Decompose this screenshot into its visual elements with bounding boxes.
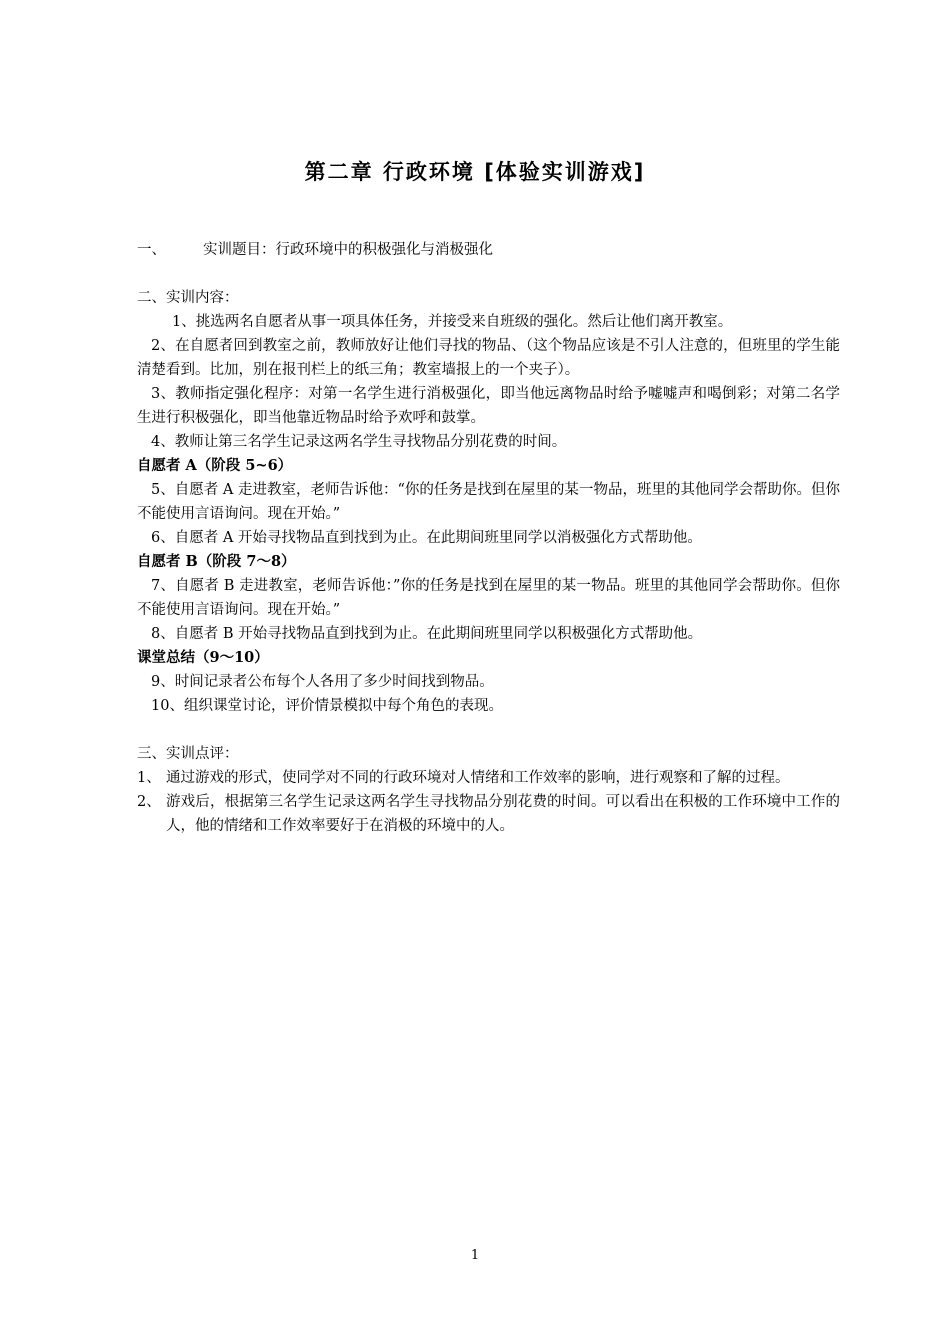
content-item-7: 7、自愿者 B 走进教室，老师告诉他：”你的任务是找到在屋里的某一物品。班里的其他同学会帮助你。但你不能使用言语询问。现在开始。” — [137, 578, 840, 618]
volunteer-a-heading: 自愿者 A（阶段 5~6） — [137, 457, 293, 474]
content-item-6: 6、自愿者 A 开始寻找物品直到找到为止。在此期间班里同学以消极强化方式帮助他。 — [151, 530, 702, 546]
content-item-4: 4、教师让第三名学生记录这两名学生寻找物品分别花费的时间。 — [151, 434, 567, 450]
page-number: 1 — [470, 1248, 480, 1263]
review-point-number: 2、 — [137, 794, 161, 810]
content-item-9: 9、时间记录者公布每个人各用了多少时间找到物品。 — [151, 674, 494, 690]
content-item-1: 1、挑选两名自愿者从事一项具体任务，并接受来自班级的强化。然后让他们离开教室。 — [172, 314, 733, 330]
volunteer-b-heading: 自愿者 B（阶段 7～8） — [137, 553, 296, 570]
summary-heading: 课堂总结（9～10） — [137, 649, 269, 666]
review-point-1 — [137, 766, 840, 790]
review-point-text: 通过游戏的形式，使同学对不同的行政环境对人情绪和工作效率的影响，进行观察和了解的过程。 — [166, 770, 790, 786]
section-3-heading: 三、实训点评： — [137, 746, 239, 762]
section-2-heading: 二、实训内容： — [137, 290, 239, 306]
content-item-8: 8、自愿者 B 开始寻找物品直到找到为止。在此期间班里同学以积极强化方式帮助他。 — [151, 626, 703, 642]
content-item-2: 2、在自愿者回到教室之前，教师放好让他们寻找的物品、（这个物品应该是不引人注意的，但班里的学生能清楚看到。比加，别在报刊栏上的纸三角；教室墙报上的一个夹子）。 — [137, 338, 840, 378]
content-item-5: 5、自愿者 A 走进教室，老师告诉他：“你的任务是找到在屋里的某一物品，班里的其他同学会帮助你。但你不能使用言语询问。现在开始。” — [137, 482, 840, 522]
review-point-number: 1、 — [137, 770, 161, 786]
content-item-3: 3、教师指定强化程序：对第一名学生进行消极强化，即当他远离物品时给予嘘嘘声和喝倒彩；对第二名学生进行积极强化，即当他靠近物品时给予欢呼和鼓掌。 — [137, 386, 840, 426]
section-1-number: 一、 — [137, 242, 166, 258]
review-point-2 — [137, 790, 840, 838]
content-item-10: 10、组织课堂讨论，评价情景模拟中每个角色的表现。 — [151, 698, 503, 714]
section-1 — [137, 238, 840, 262]
section-1-text: 实训题目：行政环境中的积极强化与消极强化 — [203, 242, 493, 258]
review-point-text: 游戏后，根据第三名学生记录这两名学生寻找物品分别花费的时间。可以看出在积极的工作环境中工作的人，他的情绪和工作效率要好于在消极的环境中的人。 — [166, 794, 840, 834]
document-body — [137, 238, 840, 838]
chapter-title: 第二章 行政环境 [体验实训游戏] — [304, 160, 646, 184]
